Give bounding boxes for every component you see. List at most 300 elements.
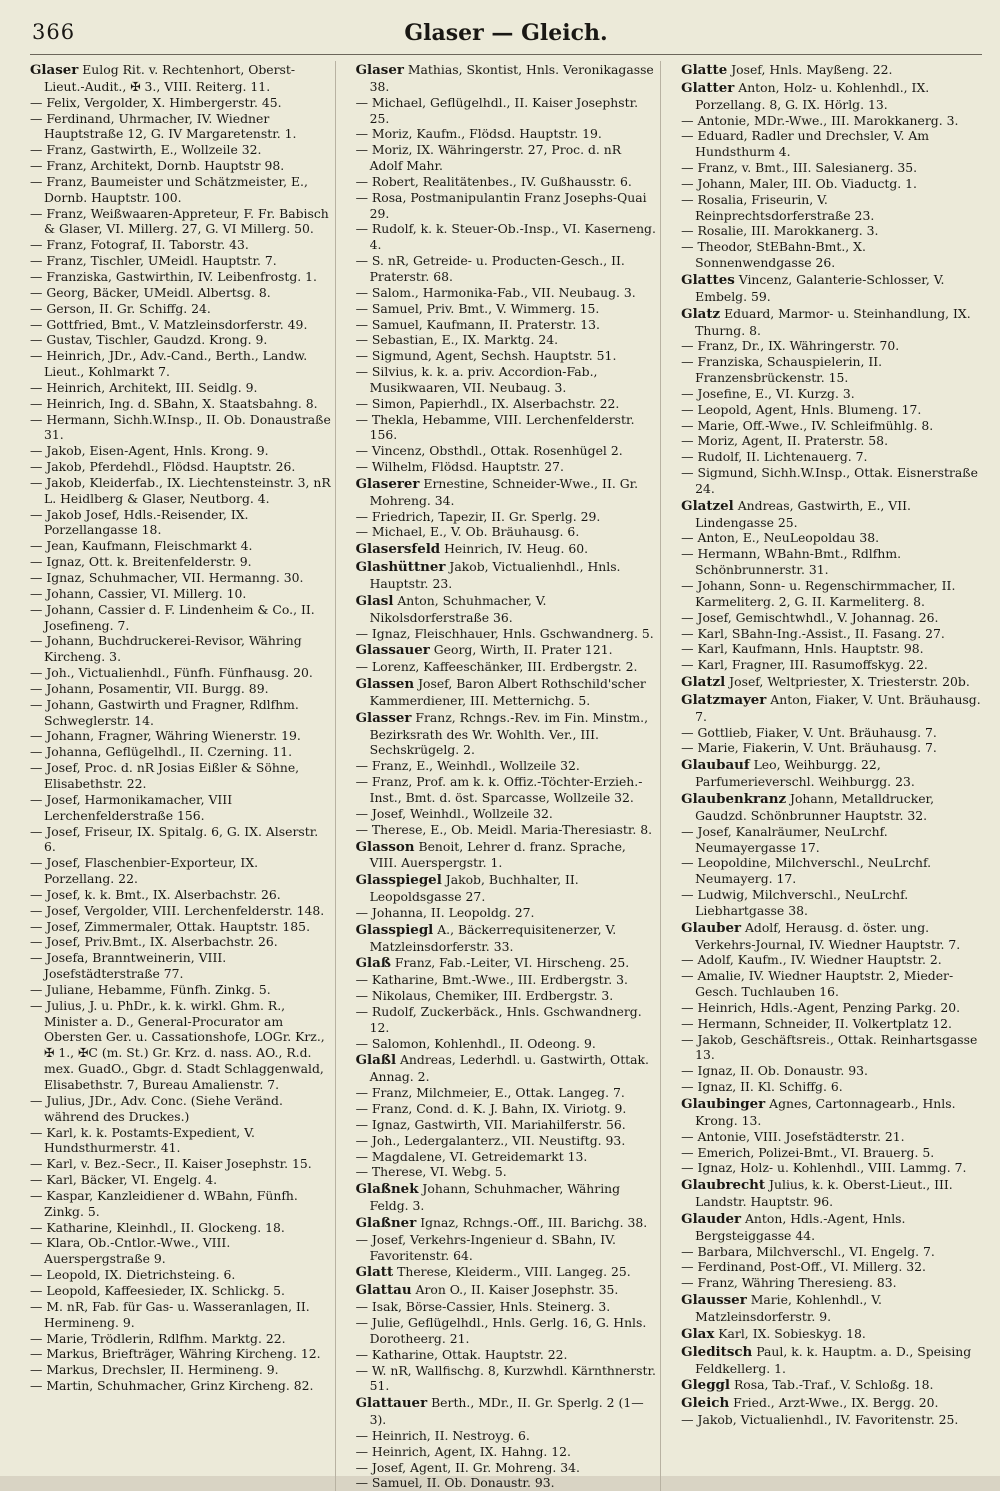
entry-text: — Hermann, Sichh.W.Insp., II. Ob. Donaustraße 31. xyxy=(30,411,331,443)
entry-text: — Juliane, Hebamme, Fünfh. Zinkg. 5. xyxy=(30,981,271,997)
directory-entry xyxy=(30,206,331,238)
directory-entry xyxy=(356,126,657,142)
entry-text: — Gerson, II. Gr. Schiffg. 24. xyxy=(30,300,211,316)
entry-text: — Therese, E., Ob. Meidl. Maria-Theresiastr. 8. xyxy=(355,821,653,837)
headword-entry xyxy=(356,1264,657,1281)
directory-entry xyxy=(356,1149,657,1165)
entry-text: Jakob, Buchhalter, II. Leopoldsgasse 27. xyxy=(369,872,579,905)
entry-text: — Isak, Börse-Cassier, Hnls. Steinerg. 3. xyxy=(355,1299,611,1315)
entry-text: — Heinrich, II. Nestroyg. 6. xyxy=(355,1427,530,1443)
entry-text: — Ignaz, Holz- u. Kohlenhdl., VIII. Lammg. 7. xyxy=(681,1160,967,1176)
headword-entry xyxy=(356,476,657,509)
entry-text: — Heinrich, Agent, IX. Hahng. 12. xyxy=(355,1443,571,1459)
entry-text: — Ignaz, II. Ob. Donaustr. 93. xyxy=(681,1063,868,1079)
entry-text: Ignaz, Rchngs.-Off., III. Barichg. 38. xyxy=(416,1214,648,1230)
entry-text: Ernestine, Schneider-Wwe., II. Gr. Mohreng. 34. xyxy=(369,475,639,508)
entry-text: — Josef, Verkehrs-Ingenieur d. SBahn, IV. Favoritenstr. 64. xyxy=(355,1231,616,1263)
directory-entry xyxy=(681,887,982,919)
entry-text: — Rosa, Postmanipulantin Franz Josephs-Quai 29. xyxy=(355,189,647,221)
entry-text: — Franz, Fotograf, II. Taborstr. 43. xyxy=(30,237,249,253)
entry-text: Karl, IX. Sobieskyg. 18. xyxy=(714,1325,866,1341)
headword-entry xyxy=(356,710,657,759)
entry-text: — Adolf, Kaufm., IV. Wiedner Hauptstr. 2. xyxy=(681,952,942,968)
entry-text: — Nikolaus, Chemiker, III. Erdbergstr. 3. xyxy=(355,988,614,1004)
entry-text: — Salom., Harmonika-Fab., VII. Neubaug. 3. xyxy=(355,284,636,300)
headword-entry xyxy=(30,62,331,95)
directory-entry xyxy=(681,239,982,271)
entry-text: Andreas, Gastwirth, E., VII. Lindengasse 25. xyxy=(695,497,911,530)
entry-text: — Rosalie, III. Marokkanerg. 3. xyxy=(681,223,879,239)
directory-entry xyxy=(681,1259,982,1275)
surname-heading: Glauder xyxy=(681,1210,742,1227)
directory-entry xyxy=(356,758,657,774)
entry-text: — Josef, Vergolder, VIII. Lerchenfelderstr. 148. xyxy=(30,902,325,918)
entry-text: — Lorenz, Kaffeeschänker, III. Erdbergstr. 2. xyxy=(355,659,638,675)
surname-heading: Gleich xyxy=(681,1395,730,1412)
entry-text: Marie, Kohlenhdl., V. Matzleinsdorferstr. 9. xyxy=(695,1292,882,1324)
entry-text: — Johann, Gastwirth und Fragner, Rdlfhm. Schweglerstr. 14. xyxy=(30,696,299,728)
headword-entry xyxy=(681,1211,982,1244)
directory-entry xyxy=(356,1475,657,1491)
entry-text: — Jakob, Victualienhdl., IV. Favoritenstr. 25. xyxy=(681,1412,959,1428)
running-head: Glaser — Gleich. xyxy=(404,20,608,46)
directory-entry xyxy=(30,919,331,935)
surname-heading: Glaubauf xyxy=(681,757,750,774)
directory-entry xyxy=(356,1133,657,1149)
headword-entry xyxy=(356,1215,657,1232)
entry-text: — Julie, Geflügelhdl., Hnls. Gerlg. 16, G. Hnls. Dorotheerg. 21. xyxy=(355,1314,647,1346)
entry-text: — Rudolf, Zuckerbäck., Hnls. Gschwandnerg. 12. xyxy=(355,1003,642,1035)
entry-text: — Robert, Realitätenbes., IV. Gußhausstr. 6. xyxy=(355,173,632,189)
headword-entry xyxy=(681,1377,982,1394)
entry-text: — Friedrich, Tapezir, II. Gr. Sperlg. 29. xyxy=(355,508,601,524)
entry-text: — Heinrich, Architekt, III. Seidlg. 9. xyxy=(30,379,258,395)
entry-text: — Josef, Priv.Bmt., IX. Alserbachstr. 26. xyxy=(30,934,278,950)
entry-text: — Josefine, E., VI. Kurzg. 3. xyxy=(681,385,855,401)
directory-entry xyxy=(681,338,982,354)
directory-entry xyxy=(356,364,657,396)
entry-text: — Heinrich, Hdls.-Agent, Penzing Parkg. 20. xyxy=(681,999,961,1015)
directory-entry xyxy=(30,586,331,602)
directory-entry xyxy=(681,952,982,968)
entry-text: — Antonie, VIII. Josefstädterstr. 21. xyxy=(681,1128,905,1144)
entry-text: — Jakob, Eisen-Agent, Hnls. Krong. 9. xyxy=(30,443,269,459)
entry-text: — Samuel, Kaufmann, II. Praterstr. 13. xyxy=(355,316,600,332)
entry-text: — Jakob, Kleiderfab., IX. Liechtensteinstr. 3, nR L. Heidlberg & Glaser, Neutborg. 4. xyxy=(30,474,331,506)
entry-text: — Samuel, Priv. Bmt., V. Wimmerg. 15. xyxy=(355,300,600,316)
entry-text: — Eduard, Radler und Drechsler, V. Am Hundsthurm 4. xyxy=(681,128,930,160)
directory-entry xyxy=(681,530,982,546)
directory-entry xyxy=(30,887,331,903)
entry-text: — Julius, J. u. PhDr., k. k. wirkl. Ghm. R., Minister a. D., General-Procurator am Obersten Ger. u. Cassationshofe, LOGr. Krz., ✠ 1., ✠C (m. St.) Gr. Krz. d. nass. AO., R.d. mex. GuadO., Gbgr. d. Stadt Schlaggenwald, Elisabethstr. 7, Bureau Amalienstr. 7. xyxy=(30,997,325,1092)
directory-entry xyxy=(681,354,982,386)
directory-entry xyxy=(30,396,331,412)
directory-entry xyxy=(681,855,982,887)
entry-text: — Leopold, Agent, Hnls. Blumeng. 17. xyxy=(681,401,922,417)
entry-text: Johann, Schuhmacher, Währing Feldg. 3. xyxy=(369,1181,621,1214)
headword-entry xyxy=(681,1344,982,1377)
headword-entry xyxy=(356,839,657,872)
surname-heading: Glattauer xyxy=(355,1395,428,1412)
entry-text: Aron O., II. Kaiser Josephstr. 35. xyxy=(411,1282,619,1298)
directory-entry xyxy=(30,1156,331,1172)
entry-text: Anton, Fiaker, V. Unt. Bräuhausg. 7. xyxy=(695,691,981,724)
entry-text: — Ignaz, Ott. k. Breitenfelderstr. 9. xyxy=(30,554,252,570)
headword-entry xyxy=(681,692,982,725)
directory-entry xyxy=(30,237,331,253)
entry-text: — Johann, Sonn- u. Regenschirmmacher, II. Karmeliterg. 2, G. II. Karmeliterg. 8. xyxy=(681,578,956,609)
entry-text: — Samuel, II. Ob. Donaustr. 93. xyxy=(355,1475,555,1491)
headword-entry xyxy=(681,920,982,953)
headword-entry xyxy=(356,676,657,709)
entry-text: — Ignaz, Gastwirth, VII. Mariahilferstr. 56. xyxy=(355,1116,626,1132)
directory-entry xyxy=(681,968,982,1000)
surname-heading: Glaßnek xyxy=(355,1181,419,1198)
directory-entry xyxy=(681,657,982,673)
directory-entry xyxy=(30,1346,331,1362)
directory-entry xyxy=(681,610,982,626)
surname-heading: Glax xyxy=(681,1325,715,1342)
entry-text: — Kaspar, Kanzleidiener d. WBahn, Fünfh. Zinkg. 5. xyxy=(30,1187,298,1219)
entry-text: — M. nR, Fab. für Gas- u. Wasseranlagen, II. Hermineng. 9. xyxy=(30,1298,310,1330)
directory-entry xyxy=(356,905,657,921)
entry-text: — Jakob, Pferdehdl., Flödsd. Hauptstr. 26. xyxy=(30,459,296,475)
entry-text: — Sebastian, E., IX. Marktg. 24. xyxy=(355,332,559,348)
entry-text: — Franz, v. Bmt., III. Salesianerg. 35. xyxy=(681,160,918,176)
directory-entry xyxy=(356,253,657,285)
directory-entry xyxy=(30,475,331,507)
directory-entry xyxy=(681,418,982,434)
headword-entry xyxy=(356,541,657,558)
surname-heading: Glatz xyxy=(681,305,721,322)
directory-entry xyxy=(681,402,982,418)
directory-entry xyxy=(356,396,657,412)
headword-entry xyxy=(681,498,982,531)
directory-entry xyxy=(30,1220,331,1236)
entry-text: Benoit, Lehrer d. franz. Sprache, VIII. Auerspergstr. 1. xyxy=(369,838,626,871)
entry-text: — Ludwig, Milchverschl., NeuLrchf. Liebhartgasse 38. xyxy=(681,887,909,918)
entry-text: — Rosalia, Friseurin, V. Reinprechtsdorferstraße 23. xyxy=(681,191,875,223)
surname-heading: Glassen xyxy=(355,676,415,693)
entry-text: — Hermann, Schneider, II. Volkertplatz 12. xyxy=(681,1015,952,1031)
entry-text: — Josefa, Branntweinerin, VIII. Josefstädterstraße 77. xyxy=(30,950,227,982)
entry-text: — Marie, Fiakerin, V. Unt. Bräuhausg. 7. xyxy=(681,740,937,756)
directory-entry xyxy=(681,626,982,642)
directory-entry xyxy=(356,1085,657,1101)
entry-text: — Hermann, WBahn-Bmt., Rdlfhm. Schönbrunnerstr. 31. xyxy=(681,546,902,578)
entry-text: — Franz, Cond. d. K. J. Bahn, IX. Viriotg. 9. xyxy=(355,1101,627,1116)
entry-text: Leo, Weihburgg. 22, Parfumerieverschl. Weihburgg. 23. xyxy=(695,757,915,790)
surname-heading: Glaser xyxy=(30,62,79,78)
directory-entry xyxy=(681,1000,982,1016)
entry-text: — Heinrich, Ing. d. SBahn, X. Staatsbahng. 8. xyxy=(30,395,318,411)
entry-text: — Franz, Weißwaaren-Appreteur, F. Fr. Babisch & Glaser, VI. Millerg. 27, G. VI Millerg. 50. xyxy=(30,205,329,237)
directory-entry xyxy=(356,822,657,838)
directory-entry xyxy=(356,221,657,253)
headword-entry xyxy=(681,272,982,305)
entry-text: — Theodor, StEBahn-Bmt., X. Sonnenwendgasse 26. xyxy=(681,239,866,271)
entry-text: — Ignaz, Schuhmacher, VII. Hermanng. 30. xyxy=(30,570,304,585)
directory-entry xyxy=(356,174,657,190)
directory-entry xyxy=(356,659,657,675)
surname-heading: Glaserer xyxy=(355,475,420,492)
entry-text: — Michael, E., V. Ob. Bräuhausg. 6. xyxy=(355,524,580,540)
directory-entry xyxy=(30,1125,331,1157)
entry-text: — Katharine, Bmt.-Wwe., III. Erdbergstr. 3. xyxy=(355,972,628,988)
directory-entry xyxy=(30,554,331,570)
entry-text: A., Bäckerrequisitenerzer, V. Matzleinsdorferstr. 33. xyxy=(369,921,617,954)
headword-entry xyxy=(681,62,982,79)
surname-heading: Glaubinger xyxy=(681,1096,766,1112)
directory-entry xyxy=(30,602,331,634)
entry-text: — Markus, Briefträger, Währing Kircheng. 12. xyxy=(30,1346,321,1362)
entry-text: — S. nR, Getreide- u. Producten-Gesch., II. Praterstr. 68. xyxy=(355,253,625,284)
directory-entry xyxy=(681,113,982,129)
directory-entry xyxy=(681,1063,982,1079)
entry-text: Johann, Metalldrucker, Gaudzd. Schönbrunner Hauptstr. 32. xyxy=(695,790,935,823)
surname-heading: Glasersfeld xyxy=(355,541,441,558)
directory-entry xyxy=(356,774,657,806)
surname-heading: Glasspiegel xyxy=(355,872,442,889)
entry-text: Rosa, Tab.-Traf., V. Schloßg. 18. xyxy=(730,1377,934,1393)
surname-heading: Glattau xyxy=(355,1282,412,1299)
directory-entry xyxy=(356,190,657,222)
directory-entry xyxy=(30,412,331,444)
directory-entry xyxy=(30,681,331,697)
entry-text: Adolf, Herausg. d. öster. ung. Verkehrs-Journal, IV. Wiedner Hauptstr. 7. xyxy=(695,919,961,952)
entry-text: Josef, Hnls. Mayßeng. 22. xyxy=(727,62,893,77)
directory-entry xyxy=(356,301,657,317)
entry-text: — Sigmund, Sichh.W.Insp., Ottak. Eisnerstraße 24. xyxy=(681,465,978,496)
entry-text: — Simon, Papierhdl., IX. Alserbachstr. 22. xyxy=(355,395,620,411)
entry-text: — Felix, Vergolder, X. Himbergerstr. 45. xyxy=(30,94,282,110)
headword-entry xyxy=(681,791,982,824)
directory-entry xyxy=(30,142,331,158)
directory-entry xyxy=(30,332,331,348)
entry-text: Therese, Kleiderm., VIII. Langeg. 25. xyxy=(393,1264,631,1280)
directory-entry xyxy=(681,1160,982,1176)
entry-text: — Moriz, Agent, II. Praterstr. 58. xyxy=(681,433,889,449)
entry-text: Eduard, Marmor- u. Steinhandlung, IX. Thurng. 8. xyxy=(695,305,971,338)
entry-text: — Leopold, Kaffeesieder, IX. Schlickg. 5. xyxy=(30,1282,285,1298)
entry-text: Josef, Baron Albert Rothschild'scher Kammerdiener, III. Metternichg. 5. xyxy=(369,676,646,708)
directory-entry xyxy=(681,740,982,756)
surname-heading: Gleditsch xyxy=(681,1343,753,1360)
directory-entry xyxy=(30,1283,331,1299)
headword-entry xyxy=(356,922,657,955)
directory-entry xyxy=(30,934,331,950)
surname-heading: Gleggl xyxy=(681,1377,731,1394)
directory-entry xyxy=(681,1079,982,1095)
headword-entry xyxy=(681,306,982,339)
entry-text: — Ignaz, II. Kl. Schiffg. 6. xyxy=(681,1079,843,1095)
entry-text: — Ferdinand, Uhrmacher, IV. Wiedner Hauptstraße 12, G. IV Margaretenstr. 1. xyxy=(30,110,297,142)
surname-heading: Glatzel xyxy=(681,497,734,514)
directory-entry xyxy=(356,1444,657,1460)
entry-text: — Karl, k. k. Postamts-Expedient, V. Hundsthurmerstr. 41. xyxy=(30,1124,255,1156)
directory-entry xyxy=(30,459,331,475)
headword-entry xyxy=(681,1292,982,1325)
surname-heading: Glaß xyxy=(355,955,391,972)
entry-text: — Anton, E., NeuLeopoldau 38. xyxy=(681,530,880,546)
entry-text: Julius, k. k. Oberst-Lieut., III. Landstr. Hauptstr. 96. xyxy=(695,1177,953,1210)
entry-text: — Josef, Agent, II. Gr. Mohreng. 34. xyxy=(355,1459,580,1475)
entry-text: — Rudolf, II. Lichtenauerg. 7. xyxy=(681,449,868,465)
directory-entry xyxy=(356,285,657,301)
headword-entry xyxy=(356,955,657,972)
directory-entry xyxy=(30,1299,331,1331)
entry-text: Fried., Arzt-Wwe., IX. Bergg. 20. xyxy=(729,1395,939,1411)
directory-entry xyxy=(681,1032,982,1064)
directory-entry xyxy=(681,160,982,176)
directory-entry xyxy=(681,725,982,741)
entry-text: — Vincenz, Obsthdl., Ottak. Rosenhügel 2. xyxy=(355,443,623,459)
directory-entry xyxy=(30,507,331,539)
directory-entry xyxy=(30,380,331,396)
entry-text: — Emerich, Polizei-Bmt., VI. Brauerg. 5. xyxy=(681,1144,935,1160)
entry-text: — Franz, Prof. am k. k. Offiz.-Töchter-Erzieh.-Inst., Bmt. d. öst. Sparcasse, Wollzeile 32. xyxy=(355,774,643,805)
entry-text: — Josef, Gemischtwhdl., V. Johannag. 26. xyxy=(681,609,939,625)
entry-text: — Martin, Schuhmacher, Grinz Kircheng. 82. xyxy=(30,1378,314,1394)
entry-text: — Josef, Zimmermaler, Ottak. Hauptstr. 185. xyxy=(30,918,311,934)
directory-entry xyxy=(30,95,331,111)
entry-text: — Salomon, Kohlenhdl., II. Odeong. 9. xyxy=(355,1035,596,1051)
directory-entry xyxy=(30,744,331,760)
headword-entry xyxy=(356,872,657,905)
entry-text: — Moriz, Kaufm., Flödsd. Hauptstr. 19. xyxy=(355,126,602,142)
entry-text: — Johann, Maler, III. Ob. Viaductg. 1. xyxy=(681,175,917,191)
directory-entry xyxy=(356,443,657,459)
directory-entry xyxy=(356,626,657,642)
entry-text: — Johanna, II. Leopoldg. 27. xyxy=(355,904,535,920)
column-middle xyxy=(356,61,662,1491)
directory-entry xyxy=(356,95,657,127)
entry-text: — Karl, SBahn-Ing.-Assist., II. Fasang. 27. xyxy=(681,625,945,641)
headword-entry xyxy=(356,593,657,626)
entry-text: — Georg, Bäcker, UMeidl. Albertsg. 8. xyxy=(30,284,271,300)
headword-entry xyxy=(681,80,982,113)
entry-text: — Gottlieb, Fiaker, V. Unt. Bräuhausg. 7. xyxy=(681,724,937,740)
entry-text: Berth., MDr., II. Gr. Sperlg. 2 (1—3). xyxy=(369,1395,644,1428)
entry-text: — Jean, Kaufmann, Fleischmarkt 4. xyxy=(30,538,253,554)
surname-heading: Glasson xyxy=(355,838,415,855)
directory-entry xyxy=(30,269,331,285)
directory-entry xyxy=(30,301,331,317)
entry-text: — Joh., Ledergalanterz., VII. Neustiftg. 93. xyxy=(355,1132,626,1148)
headword-entry xyxy=(681,1395,982,1412)
directory-entry xyxy=(30,1331,331,1347)
directory-entry xyxy=(681,192,982,224)
directory-entry xyxy=(356,332,657,348)
entry-text: — Julius, JDr., Adv. Conc. (Siehe Veränd. während des Druckes.) xyxy=(30,1092,283,1124)
entry-text: — Franz, E., Weinhdl., Wollzeile 32. xyxy=(355,758,580,774)
directory-entry xyxy=(356,1101,657,1117)
directory-entry xyxy=(356,1036,657,1052)
directory-entry xyxy=(681,824,982,856)
directory-entry xyxy=(356,1315,657,1347)
directory-columns xyxy=(30,61,982,1491)
surname-heading: Glausser xyxy=(681,1292,747,1309)
entry-text: — Franziska, Schauspielerin, II. Franzensbrückenstr. 15. xyxy=(681,354,883,386)
headword-entry xyxy=(681,1096,982,1129)
directory-entry xyxy=(681,465,982,497)
entry-text: — Franz, Architekt, Dornb. Hauptstr 98. xyxy=(30,158,285,174)
entry-text: — W. nR, Wallfischg. 8, Kurzwhdl. Kärnthnerstr. 51. xyxy=(355,1362,656,1394)
entry-text: — Sigmund, Agent, Sechsh. Hauptstr. 51. xyxy=(355,348,617,364)
directory-entry xyxy=(30,570,331,586)
directory-entry xyxy=(681,223,982,239)
surname-heading: Glasl xyxy=(355,592,394,609)
entry-text: Josef, Weltpriester, X. Triesterstr. 20b. xyxy=(725,674,970,690)
directory-entry xyxy=(30,1378,331,1394)
directory-entry xyxy=(30,1235,331,1267)
entry-text: — Johann, Cassier d. F. Lindenheim & Co., II. Josefineng. 7. xyxy=(30,601,315,633)
directory-entry xyxy=(681,546,982,578)
directory-entry xyxy=(356,1004,657,1036)
entry-text: — Markus, Drechsler, II. Hermineng. 9. xyxy=(30,1362,279,1378)
entry-text: — Karl, v. Bez.-Secr., II. Kaiser Josephstr. 15. xyxy=(30,1156,312,1172)
directory-entry xyxy=(30,174,331,206)
surname-heading: Glashüttner xyxy=(355,559,446,576)
directory-entry xyxy=(30,158,331,174)
entry-text: — Moriz, IX. Währingerstr. 27, Proc. d. nR Adolf Mahr. xyxy=(355,142,622,174)
entry-text: — Franz, Dr., IX. Währingerstr. 70. xyxy=(681,338,900,354)
directory-entry xyxy=(356,806,657,822)
directory-entry xyxy=(356,524,657,540)
entry-text: — Therese, VI. Webg. 5. xyxy=(355,1164,507,1180)
directory-entry xyxy=(30,111,331,143)
directory-entry xyxy=(356,412,657,444)
directory-entry xyxy=(681,1412,982,1428)
surname-heading: Glasspiegl xyxy=(355,921,434,938)
directory-entry xyxy=(30,1188,331,1220)
entry-text: — Johanna, Geflügelhdl., II. Czerning. 11. xyxy=(30,744,293,760)
surname-heading: Glatt xyxy=(355,1264,394,1281)
entry-text: — Franziska, Gastwirthin, IV. Leibenfrostg. 1. xyxy=(30,268,317,284)
entry-text: — Magdalene, VI. Getreidemarkt 13. xyxy=(355,1148,588,1164)
entry-text: — Barbara, Milchverschl., VI. Engelg. 7. xyxy=(681,1243,935,1259)
entry-text: — Wilhelm, Flödsd. Hauptstr. 27. xyxy=(355,459,564,475)
directory-entry xyxy=(356,459,657,475)
entry-text: — Katharine, Kleinhdl., II. Glockeng. 18. xyxy=(30,1219,285,1235)
surname-heading: Glaßl xyxy=(355,1052,397,1069)
directory-entry xyxy=(30,728,331,744)
entry-text: Franz, Rchngs.-Rev. im Fin. Minstm., Bezirksrath des Wr. Wohlth. Ver., III. Sechskrügelg. 2. xyxy=(369,709,649,758)
surname-heading: Glatzmayer xyxy=(681,691,767,708)
directory-entry xyxy=(356,317,657,333)
entry-text: — Jakob Josef, Hdls.-Reisender, IX. Porzellangasse 18. xyxy=(30,506,249,538)
entry-text: — Josef, Friseur, IX. Spitalg. 6, G. IX. Alserstr. 6. xyxy=(30,823,319,855)
surname-heading: Glaser xyxy=(355,62,404,78)
headword-entry xyxy=(356,559,657,592)
column-right xyxy=(681,61,982,1491)
directory-entry xyxy=(356,348,657,364)
entry-text: Jakob, Victualienhdl., Hnls. Hauptstr. 23. xyxy=(369,559,621,591)
entry-text: — Josef, Harmonikamacher, VIII Lerchenfelderstraße 156. xyxy=(30,791,233,823)
directory-entry xyxy=(356,1232,657,1264)
directory-entry xyxy=(356,509,657,525)
directory-entry xyxy=(356,142,657,174)
entry-text: Heinrich, IV. Heug. 60. xyxy=(440,541,589,557)
directory-entry xyxy=(356,988,657,1004)
headword-entry xyxy=(681,1177,982,1210)
entry-text: — Gottfried, Bmt., V. Matzleinsdorferstr. 49. xyxy=(30,316,308,332)
directory-entry xyxy=(30,665,331,681)
page-header xyxy=(30,20,982,55)
page-number: 366 xyxy=(32,20,76,44)
directory-entry xyxy=(30,443,331,459)
entry-text: — Johann, Fragner, Währing Wienerstr. 19. xyxy=(30,728,301,744)
